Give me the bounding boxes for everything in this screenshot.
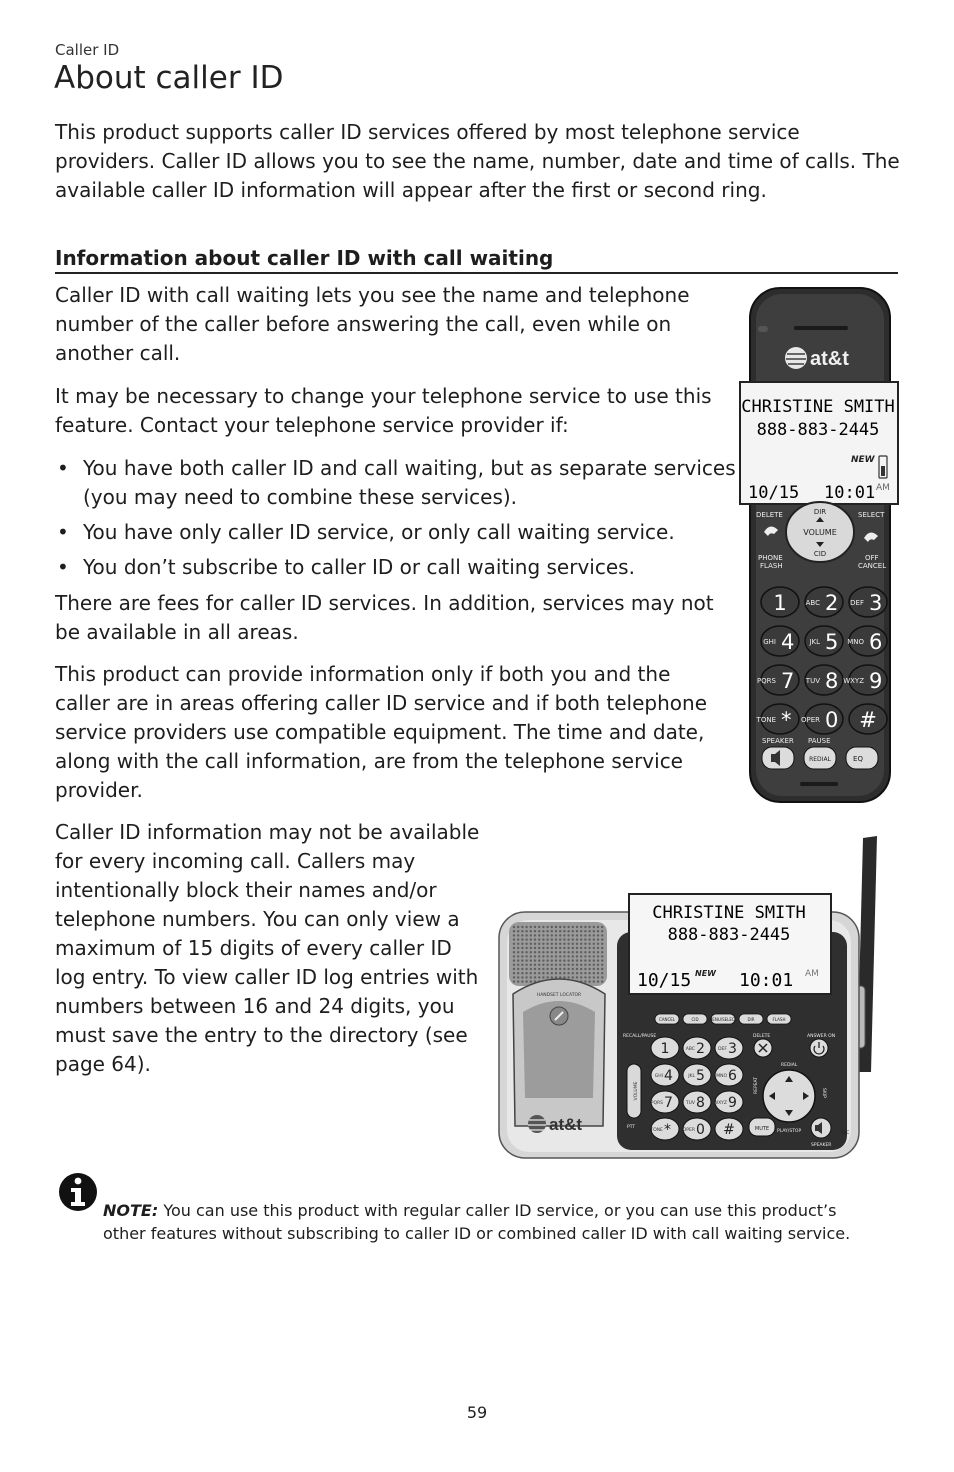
key-letters: TONE: [756, 716, 776, 724]
key-digit: 5: [825, 630, 839, 654]
base-soft-key[interactable]: [767, 1014, 791, 1024]
key-digit: 5: [696, 1068, 705, 1084]
base-play-label: PLAY/STOP: [777, 1129, 802, 1134]
base-brand: at&t: [549, 1115, 583, 1134]
handset-volume-label: VOLUME: [803, 528, 837, 537]
base-key[interactable]: [715, 1037, 743, 1059]
key-digit: 4: [664, 1068, 673, 1084]
key-letters: ABC: [805, 599, 820, 607]
handset-phone-label: PHONE: [758, 554, 783, 562]
key-letters: MNO: [847, 638, 864, 646]
base-answer-label: ANSWER ON: [807, 1034, 836, 1039]
base-delete-label: DELETE: [753, 1034, 771, 1039]
handset-cid-label: CID: [813, 550, 827, 558]
note-label: NOTE:: [103, 1201, 159, 1220]
base-mute-label: MUTE: [754, 1126, 770, 1132]
key-letters: PQRS: [756, 677, 776, 685]
base-soft-key[interactable]: [739, 1014, 763, 1024]
soft-key-label: MENU/SELECT: [708, 1017, 738, 1022]
base-key[interactable]: [651, 1091, 679, 1113]
key-letters: TONE: [650, 1128, 663, 1133]
key-digit: 1: [773, 591, 787, 615]
paragraph-fees: There are fees for caller ID services. In addition, services may not be available in all areas.: [55, 591, 714, 644]
key-letters: DEF: [850, 599, 864, 607]
base-recall-label: RECALL/PAUSE: [623, 1034, 657, 1039]
att-globe-icon: [785, 347, 807, 369]
key-digit: 4: [781, 630, 795, 654]
base-volume-label: VOLUME: [634, 1081, 639, 1101]
handset-eq-label: EQ: [853, 755, 863, 763]
key-letters: TUV: [685, 1101, 695, 1106]
base-soft-key[interactable]: [655, 1014, 679, 1024]
handset-ampm: AM: [876, 483, 890, 493]
base-key[interactable]: [715, 1118, 743, 1140]
handset-key[interactable]: [805, 626, 843, 656]
section-heading: Information about caller ID with call waiting: [55, 246, 898, 274]
key-letters: OPER: [800, 716, 820, 724]
paragraph-compatibility: This product can provide information only if both you and the caller are in areas offering caller ID service and if both telephone service providers use compatible equipment. The time and date, along with the call information, are from the telephone service provider.: [55, 662, 707, 802]
handset-delete-label: DELETE: [756, 511, 783, 519]
base-key[interactable]: [651, 1037, 679, 1059]
key-digit: 0: [825, 708, 839, 732]
key-letters: JKL: [688, 1074, 695, 1079]
key-digit: 7: [664, 1095, 673, 1111]
page-title: About caller ID: [54, 60, 284, 96]
handset-key[interactable]: [849, 704, 887, 734]
handset-flash-label: FLASH: [760, 562, 783, 570]
list-item: • You don’t subscribe to caller ID or call waiting services.: [55, 553, 745, 582]
base-speaker-label: SPEAKER: [811, 1143, 832, 1148]
handset-pause-label: PAUSE: [808, 737, 831, 745]
key-digit: *: [664, 1122, 671, 1138]
base-key[interactable]: [715, 1064, 743, 1086]
base-new-badge: NEW: [695, 969, 716, 978]
note-text: You can use this product with regular caller ID service, or you can use this product’s other features without subscribing to caller ID or combined caller ID with call waiting service.: [103, 1201, 851, 1243]
base-repeat-label: REPEAT: [754, 1076, 759, 1094]
base-date: 10/15: [637, 970, 692, 991]
note-paragraph: [103, 1199, 883, 1245]
soft-key-label: FLASH: [772, 1017, 786, 1022]
handset-dir-label: DIR: [813, 508, 827, 516]
key-digit: 0: [696, 1122, 705, 1138]
intro-paragraph: This product supports caller ID services offered by most telephone service providers. Caller ID allows you to see the name, number, date and time of calls. The available caller ID information will appear after the first or second ring.: [55, 120, 900, 202]
base-caller-number: 888-883-2445: [667, 925, 791, 945]
base-key[interactable]: [683, 1118, 711, 1140]
handset-caller-name: CHRISTINE SMITH: [741, 397, 895, 417]
key-digit: #: [723, 1122, 735, 1138]
base-ptt-label: PTT: [627, 1125, 636, 1130]
handset-illustration: [738, 286, 906, 804]
key-digit: 8: [825, 669, 839, 693]
soft-key-label: DIR: [747, 1017, 755, 1022]
handset-off-label: OFF: [865, 554, 879, 562]
key-letters: ABC: [685, 1047, 695, 1052]
base-soft-key[interactable]: [709, 1014, 738, 1024]
handset-redial-label: REDIAL: [809, 756, 831, 763]
base-soft-keys: [655, 1014, 791, 1024]
info-icon: [57, 1170, 101, 1214]
handset-brand: at&t: [810, 348, 849, 370]
list-item: • You have both caller ID and call waiting, but as separate services (you may need to combine these services).: [55, 454, 745, 512]
base-key[interactable]: [683, 1091, 711, 1113]
page-number: 59: [466, 1403, 488, 1422]
handset-key[interactable]: [849, 587, 887, 617]
key-digit: 9: [869, 669, 883, 693]
key-digit: 8: [696, 1095, 705, 1111]
base-ampm: AM: [805, 969, 819, 979]
base-key[interactable]: [651, 1064, 679, 1086]
handset-key[interactable]: [805, 665, 843, 695]
key-letters: TUV: [805, 677, 820, 685]
base-redial-label: REDIAL: [781, 1063, 798, 1068]
handset-key[interactable]: [805, 587, 843, 617]
handset-key[interactable]: [761, 626, 799, 656]
handset-time: 10:01: [824, 483, 876, 503]
soft-key-label: CANCEL: [658, 1017, 676, 1022]
base-soft-key[interactable]: [683, 1014, 707, 1024]
handset-cancel-label: CANCEL: [858, 562, 887, 570]
base-caller-name: CHRISTINE SMITH: [652, 903, 806, 923]
handset-caller-number: 888-883-2445: [756, 420, 880, 440]
base-key[interactable]: [683, 1037, 711, 1059]
key-digit: 3: [728, 1041, 737, 1057]
key-letters: GHI: [763, 638, 776, 646]
locator-label: HANDSET LOCATOR: [536, 993, 582, 998]
handset-key[interactable]: [761, 587, 799, 617]
key-letters: PQRS: [650, 1101, 663, 1106]
breadcrumb: Caller ID: [55, 41, 120, 59]
paragraph-call-waiting: Caller ID with call waiting lets you see the name and telephone number of the caller before answering the call, even while on another call.: [55, 283, 690, 365]
key-digit: 9: [728, 1095, 737, 1111]
key-letters: GHI: [654, 1074, 663, 1079]
key-digit: #: [859, 708, 877, 732]
handset-speaker-label: SPEAKER: [762, 737, 794, 745]
key-digit: 3: [869, 591, 883, 615]
base-time: 10:01: [739, 970, 794, 991]
paragraph-service-change: It may be necessary to change your telephone service to use this feature. Contact your telephone service provider if:: [55, 384, 712, 437]
key-digit: 2: [696, 1041, 705, 1057]
key-digit: 6: [869, 630, 883, 654]
paragraph-limits: Caller ID information may not be available for every incoming call. Callers may intentionally block their names and/or telephone numbers. You can only view a maximum of 15 digits of every caller ID log entry. To view caller ID log entries with numbers between 16 and 24 digits, you must save the entry to the directory (see page 64).: [55, 820, 480, 1076]
base-mic-label: MIC: [841, 1131, 850, 1136]
key-letters: JKL: [809, 638, 820, 646]
conditions-list: [55, 454, 745, 588]
key-digit: 6: [728, 1068, 737, 1084]
base-skip-label: SKIP: [821, 1088, 826, 1098]
handset-date: 10/15: [748, 483, 800, 503]
key-digit: 1: [660, 1041, 670, 1057]
key-digit: 7: [781, 669, 795, 693]
handset-new-badge: NEW: [851, 455, 875, 465]
key-digit: 2: [825, 591, 839, 615]
handset-select-label: SELECT: [858, 511, 885, 519]
base-key[interactable]: [683, 1064, 711, 1086]
list-item: • You have only caller ID service, or only call waiting service.: [55, 518, 745, 547]
key-letters: WXYZ: [713, 1101, 727, 1106]
key-letters: OPER: [682, 1128, 695, 1133]
key-letters: DEF: [718, 1047, 727, 1052]
key-letters: MNO: [716, 1074, 727, 1079]
key-digit: *: [781, 708, 792, 732]
key-letters: WXYZ: [843, 677, 864, 685]
soft-key-label: CID: [691, 1017, 699, 1022]
base-illustration: [497, 832, 883, 1162]
